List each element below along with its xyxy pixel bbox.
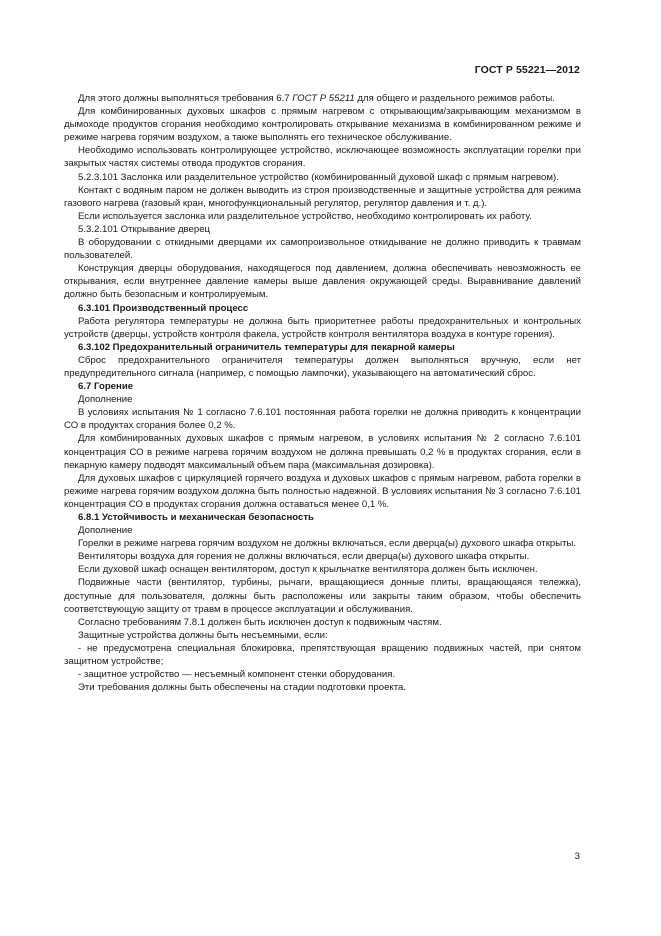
paragraph: Для комбинированных духовых шкафов с прямым нагревом с открывающим/закрывающим механизмом в дымоходе продуктов сгорания необходимо контролировать открывание механизма в комбинированном режиме и режиме нагрева горячим воздухом, а также выполнять его техническое обслуживание. (64, 106, 581, 144)
section-heading: 6.8.1 Устойчивость и механическая безопасность (78, 512, 314, 523)
paragraph: Работа регулятора температуры не должна быть приоритетнее работы предохранительных и контрольных устройств (дверцы, устройств контроля факела, устройств контроля вентилятора воздуха в контуре горения). (64, 315, 581, 340)
paragraph: Сброс предохранительного ограничителя температуры должен выполняться вручную, если нет предупредительного сигнала (например, с помощью лампочки), указывающего на автоматический сброс. (64, 354, 581, 379)
section-heading: 6.7 Горение (78, 381, 134, 393)
paragraph: Если используется заслонка или разделительное устройство, необходимо контролировать их работу. (78, 210, 532, 222)
paragraph: Согласно требованиям 7.8.1 должен быть исключен доступ к подвижным частям. (78, 616, 442, 628)
document-body (64, 92, 581, 694)
paragraph: Эти требования должны быть обеспечены на стадии подготовки проекта. (78, 682, 407, 694)
section-heading: 6.3.102 Предохранительный ограничитель температуры для пекарной камеры (78, 341, 455, 353)
clause-title: 5.2.3.101 Заслонка или разделительное устройство (комбинированный духовой шкаф с прямым нагревом). (78, 171, 559, 183)
paragraph: Если духовой шкаф оснащен вентилятором, доступ к крыльчатке вентилятора должен быть исключен. (78, 564, 538, 576)
list-item: - защитное устройство — несъемный компонент стенки оборудования. (78, 669, 396, 681)
paragraph: Горелки в режиме нагрева горячим воздухом не должны включаться, если дверца(ы) духового шкафа открыты. (78, 538, 577, 550)
paragraph: В условиях испытания № 1 согласно 7.6.101 постоянная работа горелки не должна приводить к концентрации СО в продуктах сгорания более 0,2 %. (64, 407, 581, 432)
clause-title: 5.3.2.101 Открывание дверец (78, 223, 211, 235)
paragraph: Для комбинированных духовых шкафов с прямым нагревом, в условиях испытания № 2 согласно 7.6.101 концентрация СО в режиме нагрева горячим воздухом не должна превышать 0,2 % в продуктах сгорания, если в пекарную камеру подводят максимальный объем пара (максимальная дозировка). (64, 433, 581, 471)
paragraph: Конструкция дверцы оборудования, находящегося под давлением, должна обеспечивать невозможность ее открывания, если внутреннее давление камеры выше давления окружающей среды. Выравнивание давлений должно быть безопасным и контролируемым. (64, 263, 581, 301)
paragraph: Контакт с водяным паром не должен выводить из строя производственные и защитные устройства для режима газового нагрева (газовый кран, многофункциональный регулятор, регулятор давления и т. д.). (64, 184, 581, 209)
document-header: ГОСТ Р 55221—2012 (474, 64, 580, 76)
paragraph-text: для общего и раздельного режимов работы. (354, 93, 555, 104)
paragraph: Дополнение (78, 394, 133, 406)
standard-reference: ГОСТ Р 55211 (292, 93, 355, 104)
paragraph-text: Для этого должны выполняться требования 6.7 (78, 93, 293, 104)
paragraph: Для духовых шкафов с циркуляцией горячего воздуха и духовых шкафов с прямым нагревом, работа горелки в режиме нагрева горячим воздухом должна быть полностью надежной. В условиях испытания № 3 согласно 7.6.101 концентрация СО в продуктах сгорания должна оставаться менее 0,1 %. (64, 472, 581, 510)
paragraph (64, 92, 581, 105)
paragraph: Подвижные части (вентилятор, турбины, рычаги, вращающиеся донные плиты, вращающаяся тележка), доступные для пользователя, должны быть расположены или закрыты таким образом, чтобы обеспечить соответствующую защиту от травм в процессе эксплуатации и обслуживания. (64, 577, 581, 615)
paragraph: Вентиляторы воздуха для горения не должны включаться, если дверца(ы) духового шкафа открыты. (78, 551, 530, 563)
paragraph: Необходимо использовать контролирующее устройство, исключающее возможность эксплуатации горелки при закрытых частях системы отвода продуктов сгорания. (64, 145, 581, 170)
list-item: - не предусмотрена специальная блокировка, препятствующая вращению подвижных частей, при снятом защитном устройстве; (64, 642, 581, 668)
paragraph: В оборудовании с откидными дверцами их самопроизвольное откидывание не должно приводить к травмам пользователей. (64, 237, 581, 262)
paragraph: Дополнение (78, 525, 133, 537)
page-number: 3 (574, 851, 580, 862)
paragraph: Защитные устройства должны быть несъемными, если: (78, 629, 328, 641)
section-heading: 6.3.101 Производственный процесс (78, 302, 249, 314)
